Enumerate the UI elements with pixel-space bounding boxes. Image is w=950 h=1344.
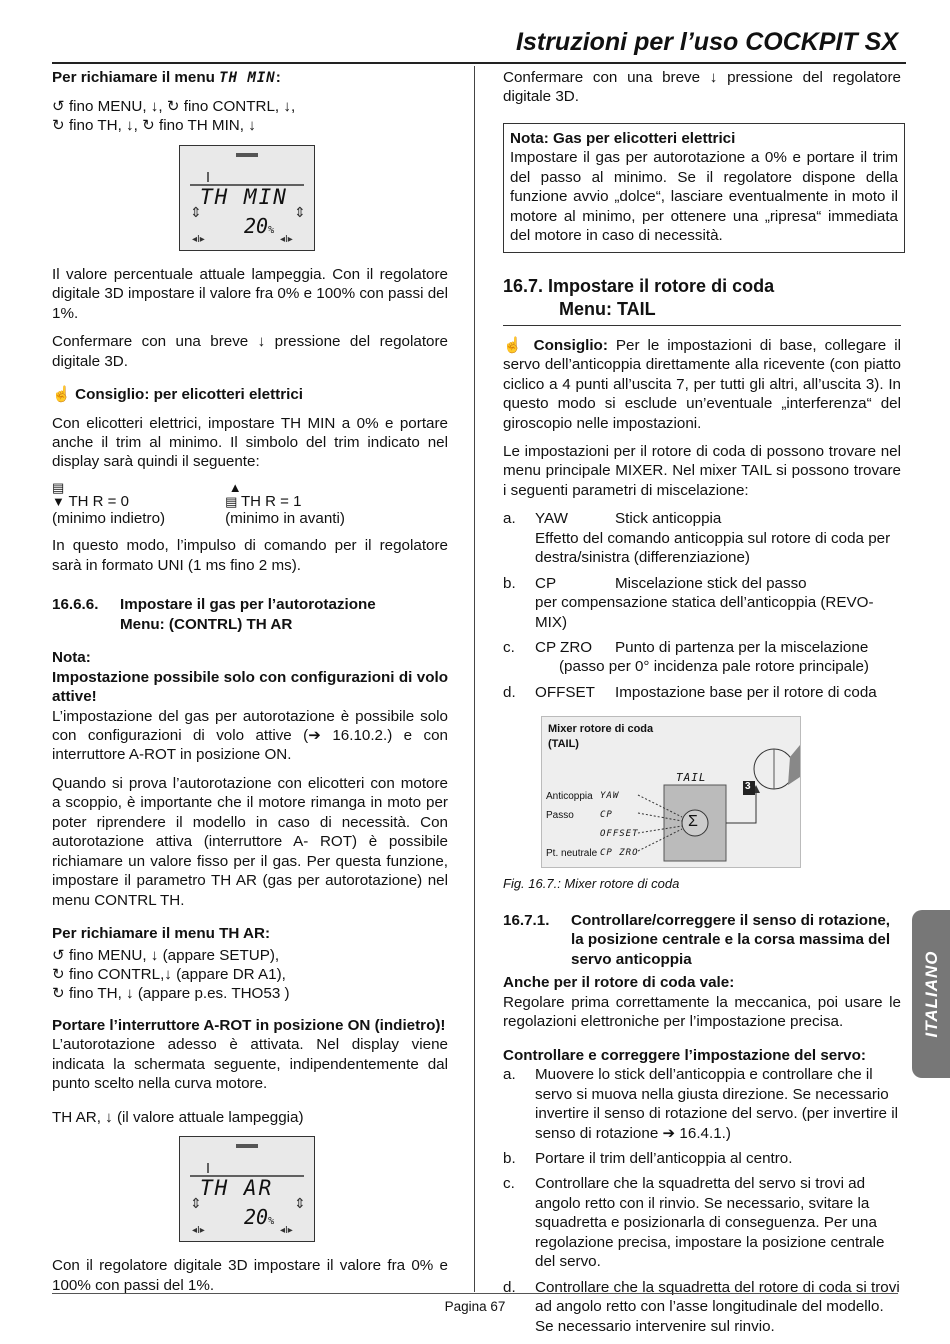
recall-th-min-label: Per richiamare il menu <box>52 69 215 86</box>
figure-input <box>546 825 666 844</box>
nav-steps-1-line1: ↺ fino MENU, ↓, ↻ fino CONTRL, ↓, <box>52 97 296 115</box>
trim-bars-down-icon: ▤ ▼ TH R = 0 <box>52 479 129 510</box>
language-tab <box>912 910 950 1078</box>
trim-right-icon: ⇕ <box>294 203 306 220</box>
section-number: 16.6.6. <box>52 596 99 614</box>
input-label: Pt. neutrale <box>546 848 598 860</box>
input-lcd: OFFSET <box>600 829 639 840</box>
step-text: Muovere lo stick dell’anticoppia e controllare che il servo si muova nella giusta direzione. Se necessario invertire il senso di rotazione del servo. (per invertire il senso di rotazione ➔ 16.4.1.) <box>535 1066 898 1142</box>
helicopter-icon <box>236 153 258 157</box>
lcd-big-text: TH AR <box>200 1176 274 1201</box>
list-item-key: d. <box>503 683 516 701</box>
figure-caption: Fig. 16.7.: Mixer rotore di coda <box>503 876 680 892</box>
mixer-parameter-list <box>503 509 901 702</box>
list-item <box>503 509 901 567</box>
language-tab-label: ITALIANO <box>922 950 942 1038</box>
list-item <box>503 574 901 632</box>
note-box <box>503 123 905 253</box>
paragraph: In questo modo, l’impulso di comando per il regolatore sarà in formato UNI (1 ms fino 2 ms). <box>52 537 448 574</box>
tip-hand-icon: ☝ <box>52 386 71 404</box>
section-16-7-heading <box>503 275 901 321</box>
step-text: Controllare che la squadretta del servo si trovi ad angolo retto con il rinvio. Se necessario, svitare la squadretta e posizionarla di conseguenza. Per una regolazione precisa, impostare la posizione centrale del servo. <box>535 1175 885 1271</box>
list-item-description: Effetto del comando anticoppia sul rotore di coda per destra/sinistra (differenziazione) <box>535 529 891 567</box>
sigma-symbol: Σ <box>688 813 698 831</box>
recall-th-min-colon: : <box>275 69 281 86</box>
list-item <box>503 1174 901 1271</box>
paragraph: L’autorotazione adesso è attivata. Nel display viene indicata la schermata seguente, indipendentemente dal punto scelto nella curva motore. <box>52 1036 448 1093</box>
paragraph: Con elicotteri elettrici, impostare TH MIN a 0% e portare anche il trim al minimo. Il simbolo del trim indicato nel display sarà quindi il seguente: <box>52 414 448 471</box>
th-ar-line: TH AR, ↓ (il valore attuale lampeggia) <box>52 1108 304 1126</box>
trim-bottom-left-icon: ◂I▸ <box>192 1225 205 1236</box>
paragraph: Con il regolatore digitale 3D impostare il valore fra 0% e 100% con passi del 1%. <box>52 1257 448 1294</box>
section-menu: Menu: (CONTRL) TH AR <box>120 615 293 633</box>
lcd-display-th-ar <box>179 1136 315 1242</box>
input-lcd: CP ZRO <box>600 848 639 859</box>
paragraph: Confermare con una breve ↓ pressione del regolatore digitale 3D. <box>52 333 448 370</box>
step-key: d. <box>503 1278 516 1296</box>
section-title: Controllare/correggere il senso di rotazione, la posizione centrale e la corsa massima del servo anticoppia <box>571 912 891 968</box>
nav-steps-2 <box>52 946 448 1004</box>
nav-steps-2-line3: ↻ fino TH, ↓ (appare p.es. THO53 ) <box>52 985 290 1003</box>
tail-mixer-figure <box>541 716 801 868</box>
input-lcd: YAW <box>600 791 620 802</box>
header-rule <box>52 62 906 64</box>
paragraph: L’impostazione del gas per autorotazione è possibile solo con configurazioni di volo attive (➔ 16.10.2.) e con interruttore A-ROT in posizione ON. <box>52 707 448 764</box>
also-heading: Anche per il rotore di coda vale: <box>503 974 735 992</box>
thr1-label: TH R = 1 <box>241 492 302 510</box>
steps-list <box>503 1065 901 1336</box>
figure-title-line2: (TAIL) <box>548 737 579 750</box>
note-title: Nota: Gas per elicotteri elettrici <box>510 129 736 147</box>
recall-th-min-lcd: TH MIN <box>219 70 276 86</box>
tip-label: Consiglio: <box>533 336 608 354</box>
list-item-name: CP ZRO <box>535 639 593 657</box>
column-divider <box>474 66 475 1292</box>
nota-bold: Impostazione possibile solo con configurazioni di volo attive! <box>52 668 448 706</box>
section-title: Impostare il gas per l’autorotazione <box>120 596 376 614</box>
paragraph: Regolare prima correttamente la meccanica, poi usare le regolazioni elettroniche per l’impostazione precisa. <box>503 993 901 1031</box>
tip-heading <box>52 385 448 404</box>
list-item-name: CP <box>535 574 557 592</box>
trim-symbol-thr1 <box>225 481 345 528</box>
section-16-7-1-heading <box>503 911 901 969</box>
trim-bottom-right-icon: ◂I▸ <box>280 1225 293 1236</box>
nota-label: Nota: <box>52 649 91 667</box>
paragraph: Il valore percentuale attuale lampeggia. Con il regolatore digitale 3D impostare il valore fra 0% e 100% con passi del 1%. <box>52 265 448 322</box>
channel-number: 3 <box>745 781 751 793</box>
list-item-name: YAW <box>535 510 568 528</box>
right-column <box>503 66 901 1342</box>
tip-hand-icon: ☝ <box>503 336 526 354</box>
trim-bottom-right-icon: ◂I▸ <box>280 233 293 244</box>
page-number: Pagina 67 <box>444 1299 506 1314</box>
figure-input <box>546 806 666 825</box>
list-item <box>503 638 901 677</box>
lcd-display-th-min <box>179 145 315 251</box>
list-item <box>503 1149 901 1168</box>
thr0-label: TH R = 0 <box>68 492 129 510</box>
trim-symbol-thr0 <box>52 481 165 528</box>
list-item-title: Stick anticoppia <box>615 510 722 528</box>
trim-bottom-left-icon: ◂I▸ <box>192 233 205 244</box>
figure-input <box>546 787 666 806</box>
arot-instruction: Portare l’interruttore A-ROT in posizione ON (indietro)! <box>52 1016 446 1034</box>
trim-right-icon: ⇕ <box>294 1195 306 1212</box>
list-item-key: a. <box>503 510 516 528</box>
nav-steps-2-line2: ↻ fino CONTRL,↓ (appare DR A1), <box>52 965 286 983</box>
tip-heading-text: Consiglio: per elicotteri elettrici <box>75 386 304 404</box>
figure-tail-label: TAIL <box>676 771 707 785</box>
nav-steps-1-line2: ↻ fino TH, ↓, ↻ fino TH MIN, ↓ <box>52 117 256 135</box>
figure-input <box>546 844 666 863</box>
tail-boom-icon <box>788 745 800 785</box>
lcd-value-unit: % <box>268 224 275 236</box>
trim-left-icon: ⇕ <box>190 1195 202 1212</box>
list-item-key: c. <box>503 639 515 657</box>
input-label: Passo <box>546 810 574 822</box>
nav-steps-2-line1: ↺ fino MENU, ↓ (appare SETUP), <box>52 946 280 964</box>
paragraph: Quando si prova l’autorotazione con elicotteri con motore a scoppio, è importante che il motore rimanga in moto per poter riprendere il modello in caso di necessità. Con autorotazione attiva (interruttore A- ROT) è possibile richiamare un valore fisso per il gas. Per questa funzione, impostare il parametro TH AR (gas per autorotazione) nel menu CONTRL TH. <box>52 774 448 909</box>
paragraph: Confermare con una breve ↓ pressione del regolatore digitale 3D. <box>503 69 901 106</box>
list-item-name: OFFSET <box>535 683 595 701</box>
list-item-title: Impostazione base per il rotore di coda <box>615 683 877 701</box>
list-item <box>503 1065 901 1143</box>
list-item-description: per compensazione statica dell’anticoppia (REVO-MIX) <box>535 594 874 631</box>
output-line <box>726 791 756 823</box>
input-lcd: CP <box>600 810 613 821</box>
step-key: b. <box>503 1150 516 1167</box>
lcd-value-unit: % <box>268 1216 275 1228</box>
trim-symbols <box>52 481 448 528</box>
section-menu: Menu: TAIL <box>559 298 656 319</box>
list-item <box>503 683 901 702</box>
recall-th-ar: Per richiamare il menu TH AR: <box>52 925 271 943</box>
nav-steps-1 <box>52 97 448 136</box>
tip-text: Per le impostazioni di base, collegare il servo dell’anticoppia direttamente alla ricevente (con piatto ciclico a 4 punti all’uscita 7, per tutti gli altri, all’uscita 3). In questo modo si esclude un’eventuale „interferenza“ del giroscopio nelle impostazioni. <box>503 336 901 432</box>
thr1-sub: (minimo in avanti) <box>225 509 345 527</box>
lcd-value <box>244 1205 274 1231</box>
footer-rule <box>52 1293 898 1294</box>
lcd-value-number: 20 <box>244 213 269 238</box>
list-item-title: Miscelazione stick del passo <box>615 574 807 592</box>
step-key: a. <box>503 1066 516 1084</box>
helicopter-icon <box>236 1144 258 1148</box>
section-rule <box>503 325 901 326</box>
tip-paragraph <box>503 336 901 433</box>
figure-title-line1: Mixer rotore di coda <box>548 723 654 736</box>
input-label: Anticoppia <box>546 791 593 803</box>
figure-inputs <box>546 787 666 863</box>
step-text: Controllare che la squadretta del rotore di coda si trovi ad angolo retto con l’asse longitudinale del modello. Se necessario intervenire sul rinvio. <box>535 1278 900 1335</box>
recall-th-min <box>52 68 448 88</box>
list-item-title: Punto di partenza per la miscelazione <box>615 639 869 657</box>
trim-bars-up-icon: ▲ ▤ TH R = 1 <box>225 479 302 510</box>
trim-left-icon: ⇕ <box>190 203 202 220</box>
section-number: 16.7.1. <box>503 912 550 930</box>
note-text: Impostare il gas per autorotazione a 0% e portare il trim del passo al minimo. Se il regolatore dispone della funzione avvio „dolce“, lasciare eventualmente in moto il motore al minimo, per ottenere una „ripresa“ immediata del motore in caso di necessità. <box>510 149 898 245</box>
thr0-sub: (minimo indietro) <box>52 509 166 527</box>
lcd-value <box>244 214 274 240</box>
step-text: Portare il trim dell’anticoppia al centro. <box>535 1150 793 1167</box>
check-heading: Controllare e correggere l’impostazione del servo: <box>503 1046 866 1064</box>
input-label <box>546 825 600 844</box>
section-title: 16.7. Impostare il rotore di coda <box>503 275 775 296</box>
page-header <box>0 0 950 66</box>
lcd-value-number: 20 <box>244 1205 269 1230</box>
step-key: c. <box>503 1175 515 1193</box>
document-title: Istruzioni per l’uso COCKPIT SX <box>516 28 898 56</box>
list-item-key: b. <box>503 574 516 592</box>
section-16-6-6-heading <box>52 595 448 634</box>
list-item-description: (passo per 0° incidenza pale rotore principale) <box>559 658 869 676</box>
left-column <box>52 66 448 1304</box>
paragraph: Le impostazioni per il rotore di coda di possono trovare nel menu principale MIXER. Nel mixer TAIL si possono trovare i seguenti parametri di miscelazione: <box>503 442 901 499</box>
lcd-big-text: TH MIN <box>200 184 288 209</box>
